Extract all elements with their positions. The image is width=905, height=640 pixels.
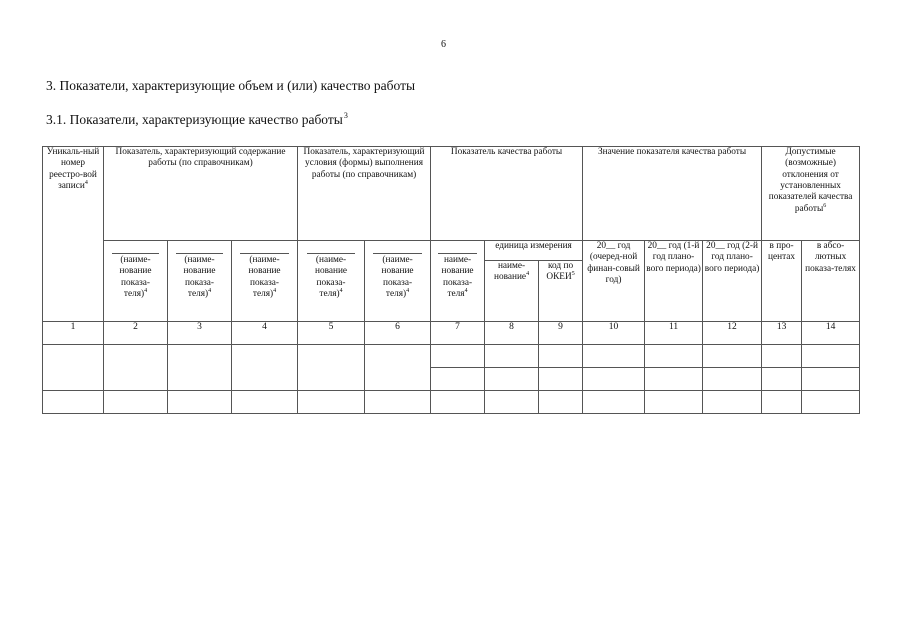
- header-allowed-deviation-footnote: 6: [823, 202, 827, 209]
- data-cell: [762, 391, 802, 414]
- data-row: [43, 345, 860, 368]
- data-cell: [802, 368, 860, 391]
- subsection-title: [46, 112, 348, 128]
- data-cell: [298, 391, 365, 414]
- data-cell: [431, 368, 485, 391]
- sub-unit-okei-code-footnote: 5: [571, 271, 575, 278]
- data-cell: [762, 345, 802, 368]
- header-unique-number-text: Уникаль-ный номер реестро-вой записи: [46, 147, 100, 191]
- col-number: 13: [762, 322, 802, 345]
- data-cell: [539, 345, 583, 368]
- sub-unit-name-footnote: 4: [526, 271, 530, 278]
- data-cell: [431, 391, 485, 414]
- data-row: [43, 391, 860, 414]
- col-number: 10: [583, 322, 645, 345]
- sub-unit-of-measure: единица измерения: [485, 241, 583, 261]
- data-cell: [802, 391, 860, 414]
- quality-indicators-table: [42, 146, 860, 414]
- data-cell: [431, 345, 485, 368]
- sub-unit-okei-code: [539, 261, 583, 322]
- data-cell: [645, 391, 703, 414]
- sub-content-indicator-1: [104, 241, 168, 322]
- data-cell: [703, 345, 762, 368]
- col-number: 5: [298, 322, 365, 345]
- sub-content-indicator-2: [168, 241, 232, 322]
- header-content-indicator: Показатель, характеризующий содержание работы (по справочникам): [104, 147, 298, 241]
- col-number: 7: [431, 322, 485, 345]
- data-cell: [539, 391, 583, 414]
- sub-condition-indicator-2-text: (наиме-нование показа-теля)$^4$: [373, 253, 421, 300]
- col-number: 3: [168, 322, 232, 345]
- data-cell: [645, 368, 703, 391]
- header-allowed-deviation-text: Допустимые (возможные) отклонения от установленных показателей качества работы: [768, 147, 853, 214]
- data-cell: [485, 391, 539, 414]
- data-cell: [802, 345, 860, 368]
- col-number: 14: [802, 322, 860, 345]
- col-number: 6: [365, 322, 431, 345]
- sub-value-year-2: 20__ год (1-й год плано-вого периода): [645, 241, 703, 322]
- header-conditions-indicator: Показатель, характеризующий условия (формы) выполнения работы (по справочникам): [298, 147, 431, 241]
- subsection-title-text: 3.1. Показатели, характеризующие качество работы: [46, 112, 343, 127]
- col-number: 1: [43, 322, 104, 345]
- data-cell: [645, 345, 703, 368]
- sub-content-indicator-2-text: (наиме-нование показа-теля)$^4$: [176, 253, 223, 300]
- data-cell: [583, 391, 645, 414]
- header-unique-number: [43, 147, 104, 322]
- data-cell: [298, 345, 365, 391]
- sub-condition-indicator-2: [365, 241, 431, 322]
- col-number: 11: [645, 322, 703, 345]
- data-cell: [232, 391, 298, 414]
- data-cell: [485, 345, 539, 368]
- subsection-footnote: 3: [343, 111, 348, 120]
- section-title: 3. Показатели, характеризующие объем и (или) качество работы: [46, 78, 416, 93]
- data-cell: [43, 391, 104, 414]
- data-cell: [539, 368, 583, 391]
- sub-condition-indicator-1: [298, 241, 365, 322]
- sub-deviation-absolute: в абсо-лютных показа-телях: [802, 241, 860, 322]
- sub-content-indicator-1-text: (наиме-нование показа-теля)$^4$: [112, 253, 159, 300]
- sub-quality-indicator-name: [431, 241, 485, 322]
- col-number: 2: [104, 322, 168, 345]
- data-cell: [485, 368, 539, 391]
- sub-unit-name-text: наиме-нование: [493, 261, 527, 283]
- sub-unit-okei-code-text: код по ОКЕИ: [546, 261, 574, 283]
- sub-content-indicator-3: [232, 241, 298, 322]
- header-allowed-deviation: [762, 147, 860, 241]
- col-number: 12: [703, 322, 762, 345]
- data-cell: [365, 345, 431, 391]
- data-cell: [104, 345, 168, 391]
- sub-value-year-1: 20__ год (очеред-ной финан-совый год): [583, 241, 645, 322]
- data-cell: [365, 391, 431, 414]
- data-cell: [104, 391, 168, 414]
- data-cell: [703, 368, 762, 391]
- header-quality-indicator: Показатель качества работы: [431, 147, 583, 241]
- data-cell: [762, 368, 802, 391]
- sub-unit-name: [485, 261, 539, 322]
- column-numbers-row: [43, 322, 860, 345]
- data-cell: [43, 345, 104, 391]
- header-indicator-value: Значение показателя качества работы: [583, 147, 762, 241]
- data-cell: [703, 391, 762, 414]
- sub-value-year-3: 20__ год (2-й год плано-вого периода): [703, 241, 762, 322]
- sub-deviation-percent: в про-центах: [762, 241, 802, 322]
- data-cell: [583, 345, 645, 368]
- data-cell: [168, 391, 232, 414]
- sub-quality-indicator-name-text: наиме-нование показа-теля$^4$: [438, 253, 477, 300]
- data-cell: [583, 368, 645, 391]
- sub-condition-indicator-1-text: (наиме-нование показа-теля)$^4$: [307, 253, 356, 300]
- header-unique-number-footnote: 4: [84, 179, 88, 186]
- data-cell: [168, 345, 232, 391]
- col-number: 8: [485, 322, 539, 345]
- data-cell: [232, 345, 298, 391]
- col-number: 9: [539, 322, 583, 345]
- col-number: 4: [232, 322, 298, 345]
- page-number: 6: [441, 39, 446, 50]
- sub-content-indicator-3-text: (наиме-нование показа-теля)$^4$: [240, 253, 288, 300]
